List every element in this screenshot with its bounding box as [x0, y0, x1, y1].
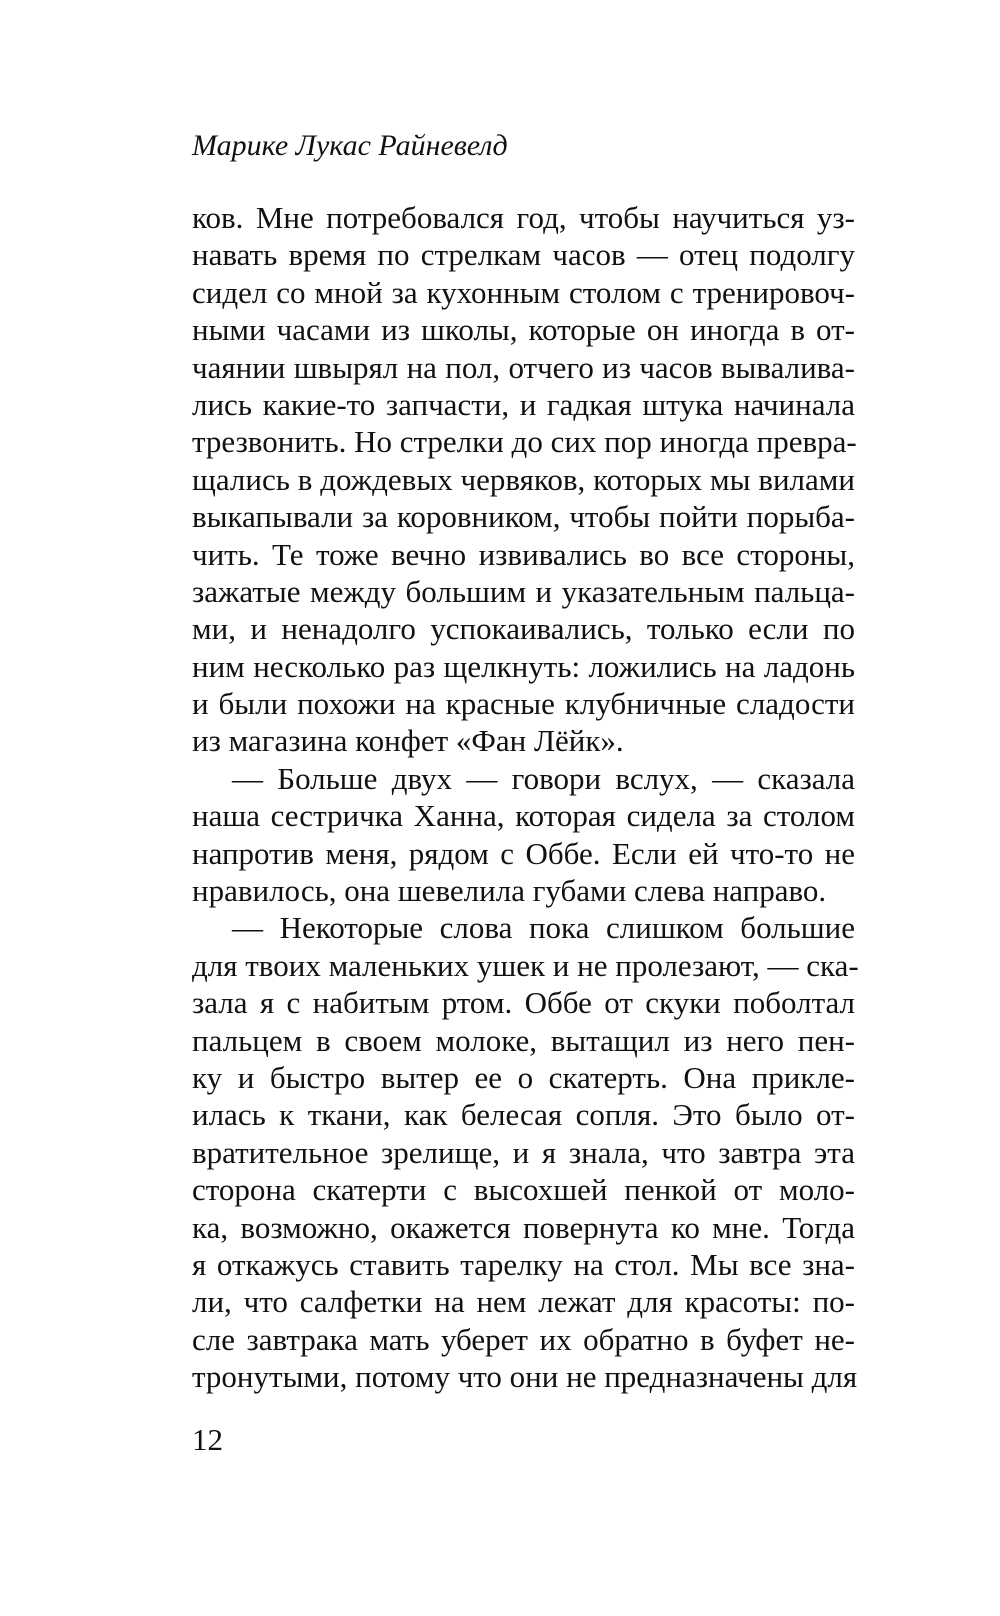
text-line: я откажусь ставить тарелку на стол. Мы все зна- — [192, 1246, 855, 1282]
text-line: зала я с набитым ртом. Оббе от скуки поболтал — [192, 985, 855, 1021]
text-line: — Некоторые слова пока слишком большие — [232, 910, 855, 946]
text-line: напротив меня, рядом с Оббе. Если ей что-то не — [192, 835, 855, 871]
text-line: зажатые между большим и указательным пальца- — [192, 573, 855, 609]
body-text — [192, 199, 859, 1396]
text-line: из магазина конфет «Фан Лёйк». — [192, 723, 624, 759]
text-line: сле завтрака мать уберет их обратно в буфет не- — [192, 1321, 855, 1357]
text-line: щались в дождевых червяков, которых мы вилами — [192, 461, 855, 497]
text-line: пальцем в своем молоке, вытащил из него пен- — [192, 1022, 855, 1058]
text-line: ми, и ненадолго успокаивались, только если по — [192, 611, 855, 647]
text-line: илась к ткани, как белесая сопля. Это было от- — [192, 1097, 855, 1133]
text-line: — Больше двух — говори вслух, — сказала — [232, 760, 855, 796]
text-line: тронутыми, потому что они не предназначены для — [192, 1359, 858, 1395]
text-line: ка, возможно, окажется повернута ко мне. Тогда — [192, 1209, 855, 1245]
text-line: выкапывали за коровником, чтобы пойти порыба- — [192, 499, 855, 535]
page-number: 12 — [192, 1422, 223, 1457]
text-line: ку и быстро вытер ее о скатерть. Она прикле- — [192, 1059, 855, 1095]
text-line: и были похожи на красные клубничные сладости — [192, 686, 855, 722]
text-line: чаянии швырял на пол, отчего из часов вывалива- — [192, 349, 855, 385]
text-line: ним несколько раз щелкнуть: ложились на ладонь — [192, 648, 855, 684]
text-line: вратительное зрелище, и я знала, что завтра эта — [192, 1134, 855, 1170]
text-line: трезвонить. Но стрелки до сих пор иногда превра- — [192, 424, 857, 460]
text-line: сидел со мной за кухонным столом с тренировоч- — [192, 274, 855, 310]
text-line: чить. Те тоже вечно извивались во все стороны, — [192, 536, 855, 572]
text-line: ными часами из школы, которые он иногда в от- — [192, 312, 855, 348]
text-line: навать время по стрелкам часов — отец подолгу — [192, 237, 855, 273]
text-line: ли, что салфетки на нем лежат для красоты: по- — [192, 1284, 855, 1320]
running-header-author: Марике Лукас Райневелд — [192, 129, 508, 162]
text-line: наша сестричка Ханна, которая сидела за столом — [192, 798, 855, 834]
text-line: сторона скатерти с высохшей пенкой от моло- — [192, 1172, 855, 1208]
text-line: ков. Мне потребовался год, чтобы научиться уз- — [192, 200, 855, 235]
text-line: лись какие-то запчасти, и гадкая штука начинала — [192, 386, 855, 422]
text-line: для твоих маленьких ушек и не пролезают, — ска- — [192, 947, 859, 983]
text-line: нравилось, она шевелила губами слева направо. — [192, 873, 827, 909]
